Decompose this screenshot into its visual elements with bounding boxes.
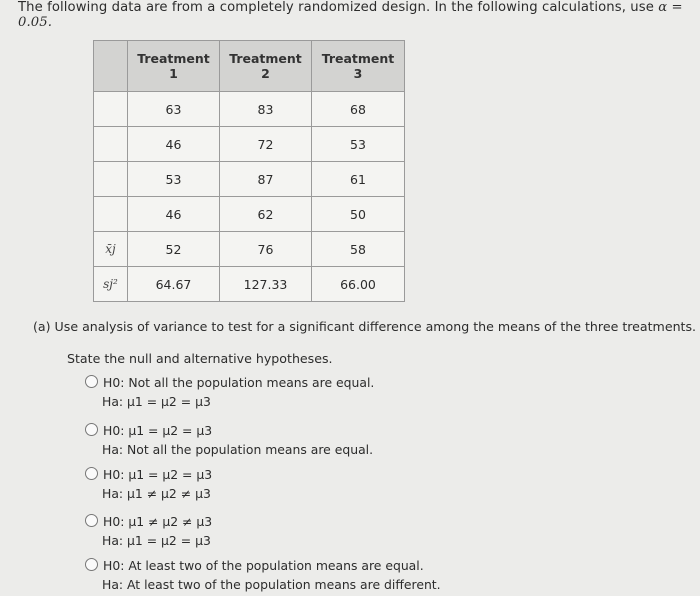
cell: 61 — [312, 162, 405, 197]
cell: 83 — [220, 92, 312, 127]
table-row — [94, 127, 405, 162]
mean-label: x̄j — [94, 232, 128, 267]
mean-row — [94, 232, 405, 267]
mean-cell: 76 — [220, 232, 312, 267]
cell: 46 — [128, 127, 220, 162]
option-h0: H0: μ1 = μ2 = μ3 — [103, 467, 213, 482]
option-2[interactable] — [85, 421, 373, 459]
header-treatment-3: Treatment 3 — [312, 41, 405, 92]
option-4[interactable] — [85, 512, 212, 550]
radio-button[interactable] — [85, 423, 98, 436]
variance-cell: 64.67 — [128, 267, 220, 302]
mean-cell: 58 — [312, 232, 405, 267]
alpha-value: α = 0.05. — [18, 0, 683, 30]
option-5[interactable] — [85, 556, 441, 594]
cell: 53 — [128, 162, 220, 197]
option-3[interactable] — [85, 465, 212, 503]
problem-intro — [18, 0, 700, 30]
intro-text: The following data are from a completely randomized design. In the following calculations, use — [18, 0, 659, 15]
option-h0: H0: At least two of the population means are equal. — [103, 558, 424, 573]
header-treatment-2: Treatment 2 — [220, 41, 312, 92]
cell: 87 — [220, 162, 312, 197]
variance-label: sj² — [94, 267, 128, 302]
option-ha: Ha: At least two of the population means are different. — [102, 577, 441, 592]
option-ha: Ha: μ1 ≠ μ2 ≠ μ3 — [102, 486, 211, 501]
cell: 63 — [128, 92, 220, 127]
option-h0: H0: μ1 = μ2 = μ3 — [103, 423, 213, 438]
table-row — [94, 162, 405, 197]
variance-cell: 66.00 — [312, 267, 405, 302]
corner-cell — [94, 41, 128, 92]
cell: 68 — [312, 92, 405, 127]
table-row — [94, 197, 405, 232]
variance-cell: 127.33 — [220, 267, 312, 302]
option-h0: H0: μ1 ≠ μ2 ≠ μ3 — [103, 514, 213, 529]
mean-cell: 52 — [128, 232, 220, 267]
option-ha: Ha: μ1 = μ2 = μ3 — [102, 394, 211, 409]
option-1[interactable] — [85, 373, 374, 411]
question-part-a: (a) Use analysis of variance to test for a significant difference among the means of the three treatments. — [33, 319, 697, 334]
variance-row — [94, 267, 405, 302]
data-table — [93, 40, 405, 302]
header-treatment-1: Treatment 1 — [128, 41, 220, 92]
cell: 53 — [312, 127, 405, 162]
option-h0: H0: Not all the population means are equal. — [103, 375, 375, 390]
radio-button[interactable] — [85, 375, 98, 388]
option-ha: Ha: μ1 = μ2 = μ3 — [102, 533, 211, 548]
cell: 46 — [128, 197, 220, 232]
cell: 50 — [312, 197, 405, 232]
cell: 72 — [220, 127, 312, 162]
radio-button[interactable] — [85, 558, 98, 571]
option-ha: Ha: Not all the population means are equal. — [102, 442, 374, 457]
radio-button[interactable] — [85, 467, 98, 480]
radio-button[interactable] — [85, 514, 98, 527]
header-row — [94, 41, 405, 92]
table-row — [94, 92, 405, 127]
cell: 62 — [220, 197, 312, 232]
question-prompt: State the null and alternative hypotheses. — [67, 351, 333, 366]
